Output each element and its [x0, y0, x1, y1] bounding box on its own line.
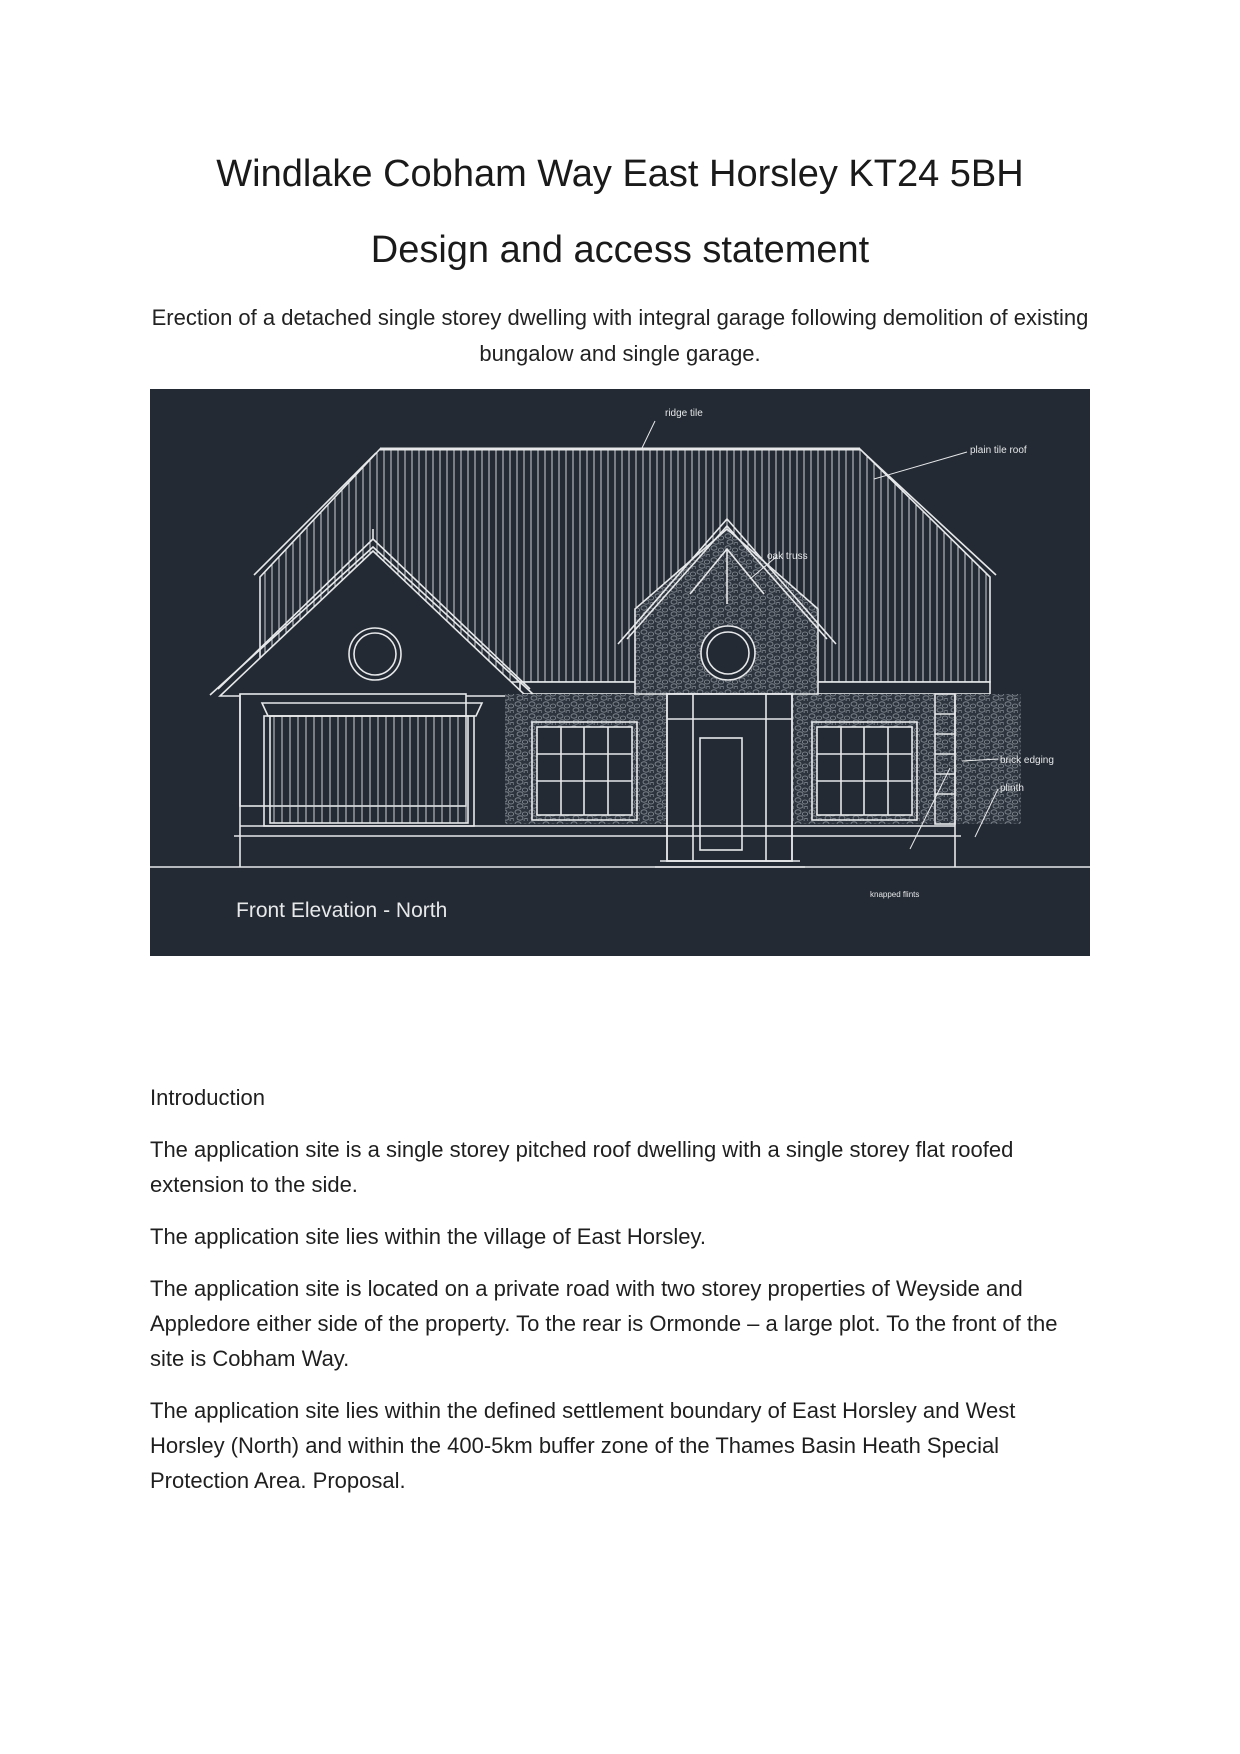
label-brick-edging: brick edging [1000, 755, 1054, 766]
elevation-linework [150, 421, 1090, 867]
label-oak-truss: oak truss [767, 551, 808, 562]
front-elevation-drawing [150, 389, 1090, 956]
paragraph: The application site is located on a private road with two storey properties of Weyside and Appledore either side of the property. To the rear is Ormonde – a large plot. To the front of the site is Cobham Way. [150, 1276, 1058, 1371]
paragraph: The application site lies within the defined settlement boundary of East Horsley and West Horsley (North) and within the 400-5km buffer zone of the Thames Basin Heath Special Protection Area. Proposal. [150, 1398, 1016, 1493]
proposal-description: Erection of a detached single storey dwelling with integral garage following demolition of existing bungalow and single garage. [151, 305, 1089, 366]
paragraph: The application site lies within the village of East Horsley. [150, 1224, 706, 1249]
label-knapped-flints: knapped flints [870, 890, 920, 899]
label-plain-tile-roof: plain tile roof [970, 445, 1027, 456]
label-ridge-tile: ridge tile [665, 408, 703, 419]
section-heading: Introduction [150, 1085, 265, 1110]
introduction-section [150, 1080, 1080, 1515]
label-plinth: plinth [1000, 783, 1024, 794]
document-subtitle: Design and access statement [370, 229, 870, 271]
document-title: Windlake Cobham Way East Horsley KT24 5BH [216, 153, 1024, 195]
paragraph: The application site is a single storey pitched roof dwelling with a single storey flat roofed extension to the side. [150, 1137, 1014, 1197]
drawing-caption: Front Elevation - North [236, 899, 448, 922]
